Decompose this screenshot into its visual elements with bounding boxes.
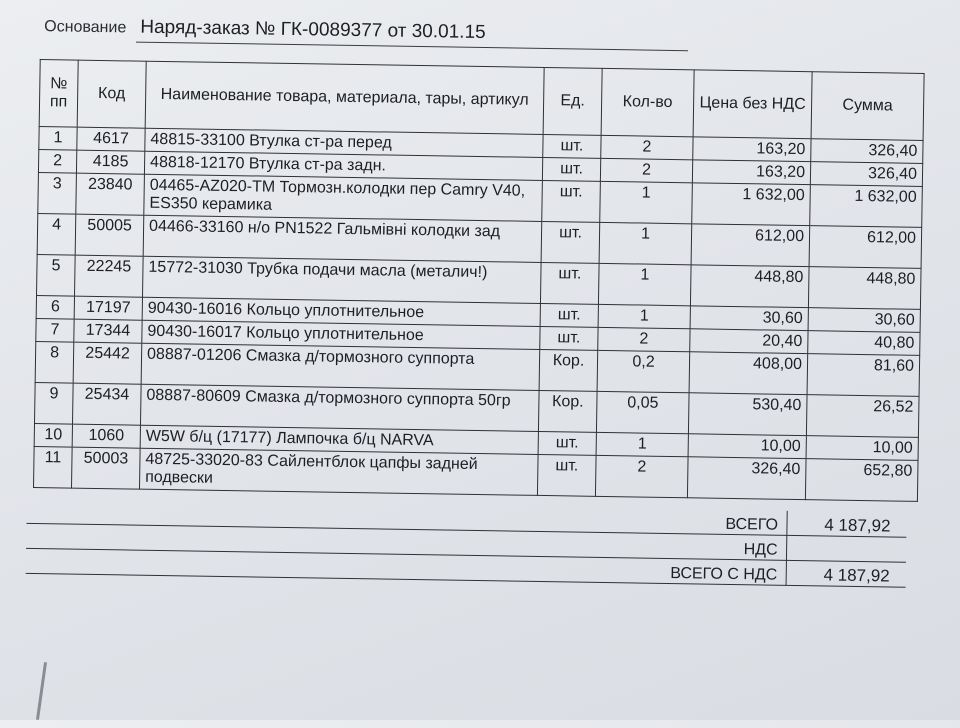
cell-qty: 1 bbox=[598, 263, 691, 305]
cell-code: 17344 bbox=[74, 319, 142, 343]
totals-value: 4 187,92 bbox=[786, 560, 906, 587]
cell-unit: шт. bbox=[542, 180, 601, 222]
cell-price: 530,40 bbox=[688, 393, 807, 436]
cell-qty: 0,2 bbox=[597, 350, 690, 392]
totals-value: 4 187,92 bbox=[786, 511, 906, 537]
col-header-no: № пп bbox=[39, 60, 78, 128]
cell-name: 48818-12170 Втулка ст-ра задн. bbox=[144, 151, 542, 180]
cell-no: 4 bbox=[37, 214, 76, 256]
cell-code: 1060 bbox=[72, 424, 140, 448]
cell-code: 50003 bbox=[71, 447, 140, 489]
cell-unit: Кор. bbox=[538, 390, 597, 432]
cell-price: 30,60 bbox=[690, 306, 808, 331]
cell-no: 2 bbox=[38, 150, 76, 174]
cell-unit: шт. bbox=[540, 262, 599, 304]
cell-code: 25442 bbox=[73, 342, 142, 384]
cell-code: 25434 bbox=[73, 383, 142, 425]
basis-row bbox=[44, 15, 688, 51]
cell-name: 04466-33160 н/о PN1522 Гальмівні колодки зад bbox=[143, 215, 542, 262]
cell-qty: 1 bbox=[599, 222, 692, 264]
cell-unit: шт. bbox=[540, 326, 598, 350]
cell-qty: 1 bbox=[600, 181, 693, 223]
cell-name: 04465-AZ020-TM Тормозн.колодки пер Camry V40, ES350 керамика bbox=[144, 174, 543, 221]
cell-no: 8 bbox=[35, 342, 74, 384]
cell-sum: 40,80 bbox=[808, 331, 920, 356]
cell-sum: 652,80 bbox=[805, 459, 918, 502]
totals-value bbox=[786, 535, 906, 562]
cell-code: 4185 bbox=[76, 150, 144, 174]
totals-spacer bbox=[26, 499, 122, 525]
cell-qty: 2 bbox=[600, 158, 692, 182]
cell-unit: шт. bbox=[538, 431, 596, 455]
totals-label: ВСЕГО С НДС bbox=[122, 550, 786, 585]
col-header-price: Цена без НДС bbox=[693, 70, 812, 139]
cell-name: W5W б/ц (17177) Лампочка б/ц NARVA bbox=[140, 425, 538, 454]
cell-no: 7 bbox=[36, 319, 74, 343]
cell-name: 08887-01206 Смазка д/тормозного суппорта bbox=[141, 343, 540, 390]
totals-table bbox=[26, 499, 907, 588]
basis-label: Основание bbox=[44, 18, 127, 37]
cell-no: 5 bbox=[37, 255, 76, 297]
cell-qty: 2 bbox=[601, 135, 693, 159]
cell-code: 50005 bbox=[75, 214, 144, 256]
totals-label: НДС bbox=[122, 525, 786, 560]
cell-qty: 1 bbox=[598, 304, 690, 328]
cell-price: 408,00 bbox=[689, 352, 808, 395]
totals-spacer bbox=[26, 548, 122, 575]
cell-sum: 26,52 bbox=[806, 395, 919, 438]
col-header-qty: Кол-во bbox=[601, 68, 694, 136]
invoice-table bbox=[33, 59, 925, 502]
cell-code: 22245 bbox=[75, 255, 144, 297]
col-header-unit: Ед. bbox=[543, 67, 602, 135]
cell-code: 23840 bbox=[76, 173, 145, 215]
cell-unit: шт. bbox=[540, 303, 598, 327]
cell-sum: 10,00 bbox=[806, 436, 918, 461]
cell-price: 1 632,00 bbox=[692, 183, 811, 226]
cell-price: 448,80 bbox=[690, 265, 809, 308]
cell-no: 9 bbox=[35, 383, 74, 425]
cell-no: 11 bbox=[33, 447, 72, 489]
cell-sum: 81,60 bbox=[807, 354, 920, 397]
cell-qty: 2 bbox=[595, 455, 688, 497]
cell-unit: шт. bbox=[542, 157, 600, 181]
cell-qty: 1 bbox=[596, 432, 688, 456]
cell-code: 17197 bbox=[74, 296, 142, 320]
cell-sum: 326,40 bbox=[811, 139, 923, 164]
cell-qty: 0,05 bbox=[596, 391, 689, 433]
cell-unit: шт. bbox=[537, 454, 596, 496]
cell-no: 3 bbox=[38, 173, 77, 215]
cell-sum: 326,40 bbox=[810, 162, 922, 187]
basis-value: Наряд-заказ № ГК-0089377 от 30.01.15 bbox=[136, 17, 688, 52]
col-header-code: Код bbox=[77, 60, 146, 128]
totals-label: ВСЕГО bbox=[122, 500, 786, 535]
cell-unit: шт. bbox=[541, 221, 600, 263]
cell-unit: Кор. bbox=[539, 349, 598, 391]
cell-name: 48725-33020-83 Сайлентблок цапфы задней подвески bbox=[139, 448, 538, 495]
cell-price: 10,00 bbox=[688, 434, 806, 459]
cell-sum: 30,60 bbox=[808, 308, 920, 333]
cell-price: 612,00 bbox=[691, 224, 810, 267]
col-header-sum: Сумма bbox=[811, 72, 924, 141]
cell-name: 15772-31030 Трубка подачи масла (металич!) bbox=[143, 256, 542, 303]
totals-spacer bbox=[26, 523, 122, 550]
cell-price: 163,20 bbox=[692, 160, 810, 185]
cell-price: 163,20 bbox=[693, 137, 811, 162]
cell-name: 48815-33100 Втулка ст-ра перед bbox=[145, 128, 543, 157]
cell-sum: 1 632,00 bbox=[810, 185, 923, 228]
cell-name: 90430-16017 Кольцо уплотнительное bbox=[142, 320, 540, 349]
cell-sum: 448,80 bbox=[808, 267, 921, 310]
cell-unit: шт. bbox=[543, 134, 601, 158]
cell-no: 1 bbox=[39, 127, 77, 151]
cell-code: 4617 bbox=[77, 127, 145, 151]
cell-price: 326,40 bbox=[687, 457, 806, 500]
cell-qty: 2 bbox=[598, 327, 690, 351]
cell-no: 10 bbox=[34, 424, 72, 448]
cell-name: 90430-16016 Кольцо уплотнительное bbox=[142, 297, 540, 326]
cell-sum: 612,00 bbox=[809, 226, 922, 269]
col-header-name: Наименование товара, материала, тары, артикул bbox=[145, 61, 544, 134]
cell-price: 20,40 bbox=[690, 329, 808, 354]
cell-no: 6 bbox=[36, 296, 74, 320]
cell-name: 08887-80609 Смазка д/тормозного суппорта 50гр bbox=[140, 384, 539, 431]
